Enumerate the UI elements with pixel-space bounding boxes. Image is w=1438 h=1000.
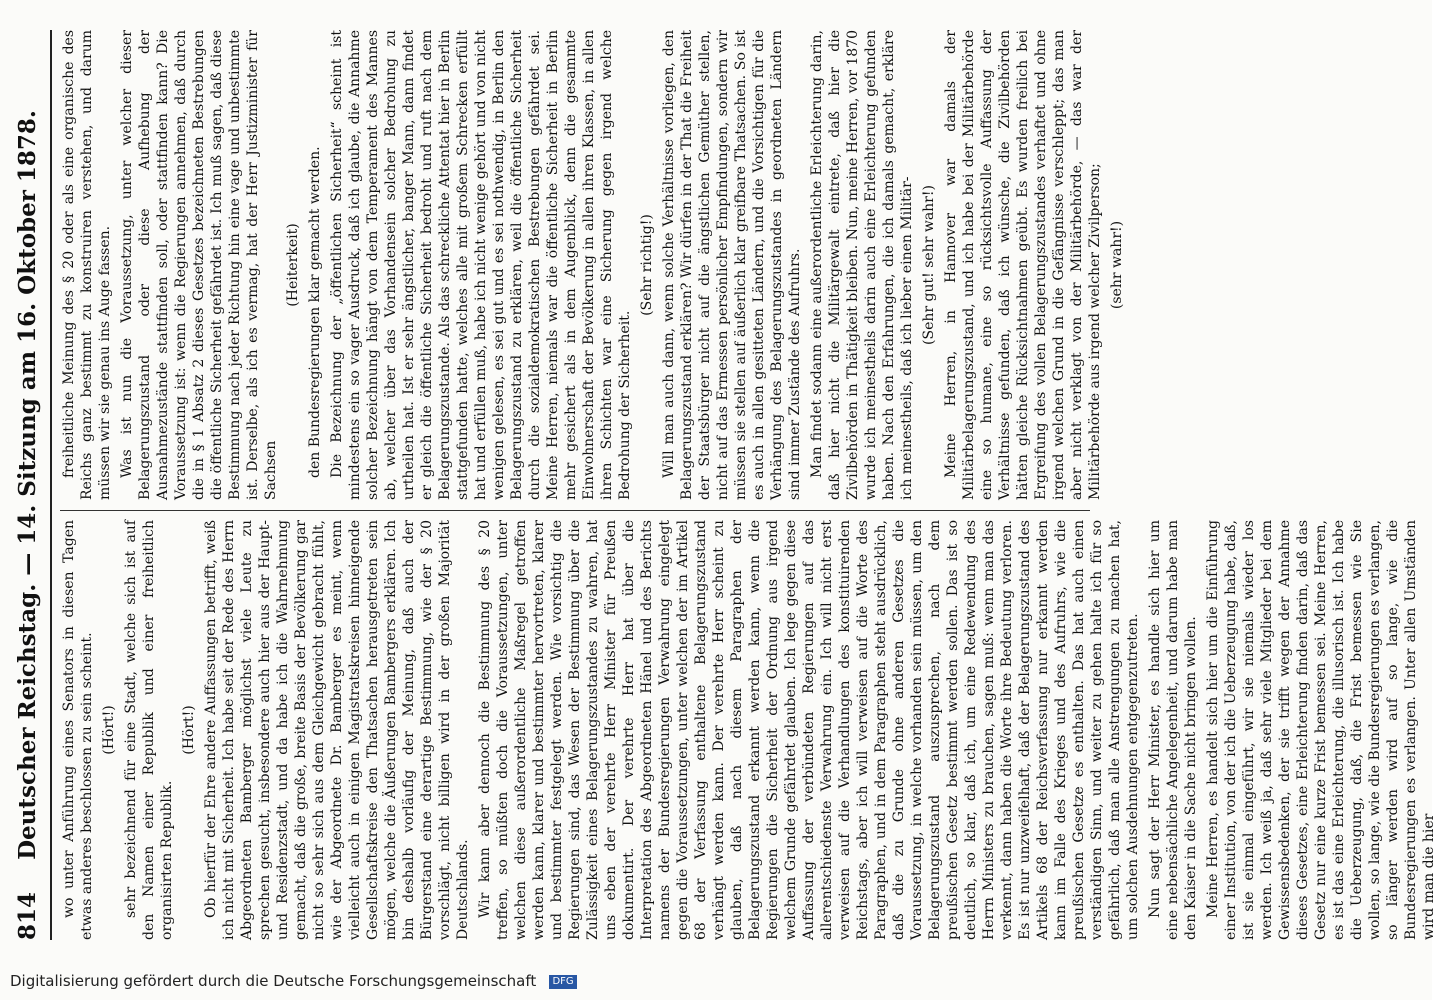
column-divider <box>60 510 1090 511</box>
right-column <box>60 30 1125 500</box>
paragraph: den Bundesregierungen klar gemacht werden. <box>307 146 323 478</box>
paragraph: wo unter Anführung eines Senators in diesen Tagen etwas anderes beschlossen zu sein scheint. <box>61 520 95 940</box>
interjection: (Sehr richtig!) <box>639 214 655 316</box>
interjection: (Heiterkeit) <box>285 223 301 307</box>
paragraph: Ob hierfür der Ehre andere Auffassungen betrifft, weiß ich nicht mit Sicherheit. Ich habe seit der Rede des Herrn Abgeordneten Bamberger möglichst viele Leute zu sprechen gesucht, insbesondere auch hier aus der Haupt- und Residenzstadt, und da habe ich die Wahrnehmung gemacht, daß die große, breite Basis der Bevölkerung gar nicht so sehr sich aus dem Gleichgewicht gebracht fühlt, wie der Abgeordnete Dr. Bamberger es meint, wenn vielleicht auch in einigen Magistratskreisen hinneigende Gesellschaftskreise den Thatsachen herausgetreten sein mögen, welche die Äußerungen Bambergers erklären. Ich bin deshalb vorläufig der Meinung, daß auch der Bürgerstand eine derartige Bestimmung, wie der § 20 vorschlägt, nicht billigen wird in der großen Majorität Deutschlands. <box>203 520 471 940</box>
paragraph: Man findet sodann eine außerordentliche Erleichterung darin, daß hier nicht die Militärgewalt eintrete, daß hier die Zivilbehörden in Thätigkeit bleiben. Nun, meine Herren, vor 1870 wurde ich meinestheils darin auch eine Erleichterung gefunden haben. Nach den Erfahrungen, die ich damals gemacht, erkläre ich meinestheils, daß ich lieber einen Militär- <box>809 30 915 500</box>
left-column <box>60 520 1437 940</box>
paragraph: sehr bezeichnend für eine Stadt, welche sich ist auf den Namen einer Republik und einer freiheitlich organisirten Republik. <box>123 520 175 940</box>
interjection: (Hört!) <box>181 705 197 755</box>
paragraph: Will man auch dann, wenn solche Verhältnisse vorliegen, den Belagerungszustand erklären? Wir dürfen in der That die Freiheit der Staatsbürger nicht auf die ängstlichen Gemüther stellen, nicht auf das Ermessen persönlicher Empfindungen, sondern wir müssen sie stellen auf äußerlich klar greifbare Thatsachen. So ist es auch in allen gesitteten Ländern, und die Vorsichtigen für die Verhängung des Belagerungszustandes in geordneten Ländern sind immer Zustände des Aufruhrs. <box>661 30 803 500</box>
page-number: 814 <box>14 891 41 940</box>
paragraph: Die Bezeichnung der „öffentlichen Sicherheit“ scheint ist mindestens ein so vager Ausdruck, daß ich glaube, die Annahme solcher Bezeichnung hängt von dem Temperament des Mannes ab, welcher über das Vorhandensein solcher Bedrohung zu urtheilen hat. Ist er sehr ängstlicher, banger Mann, dann findet er gleich die öffentliche Sicherheit bedroht und ruft nach dem Belagerungszustande. Als das schreckliche Attentat hier in Berlin stattgefunden hatte, welches alle mit großem Schrecken erfüllt hat und erfüllen muß, habe ich nicht wenige gehört und von nicht wenigen gelesen, es sei gut und es sei nothwendig, in Berlin den Belagerungszustand zu erklären, weil die öffentliche Sicherheit durch die sozialdemokratischen Bestrebungen gefährdet sei. Meine Herren, niemals war die öffentliche Sicherheit in Berlin mehr gesichert als in dem Augenblick, denn die gesammte Einwohnerschaft der Bevölkerung in allen ihren Klassen, in allen ihren Schichten war eine Sicherung gegen irgend welche Bedrohung der Sicherheit. <box>329 30 633 500</box>
dfg-logo: DFG <box>549 975 577 989</box>
paragraph: Meine Herren, es handelt sich hier um die Einführung einer Institution, von der ich die Ueberzeugung habe, daß, ist sie einmal eingeführt, wir sie niemals wieder los werden. Ich weiß ja, daß sehr viele Mitglieder bei dem Gewissensbedenken, der sie trifft wegen der Annahme dieses Gesetzes, eine Erleichterung finden darin, daß das Gesetz nur eine kurze Frist bemessen sei. Meine Herren, es ist das eine Erleichterung, die illusorisch ist. Ich habe die Ueberzeugung, daß, die Frist bemessen wie Sie wollen, so lange, wie die Bundesregierungen es verlangen, so länger werden wird auf so lange, wie die Bundesregierungen es verlangen. Unter allen Umständen wird man die hier <box>1205 520 1437 940</box>
interjection: (sehr wahr!) <box>1109 220 1125 310</box>
interjection: (Sehr gut! sehr wahr!) <box>921 185 937 345</box>
paragraph: freiheitliche Meinung des § 20 oder als eine organische des Reichs ganz bestimmt zu konstruiren verstehen, und darum müssen wir sie genau ins Auge fassen. <box>61 30 113 500</box>
paragraph: Was ist nun die Voraussetzung, unter welcher dieser Belagerungszustand oder diese Aufhebung der Ausnahmezustände stattfinden soll, oder stattfinden kann? Die Voraussetzung ist: wenn die Regierungen annehmen, daß durch die in § 1 Absatz 2 dieses Gesetzes bezeichneten Bestrebungen die öffentliche Sicherheit gefährdet ist. Ich muß sagen, daß diese Bestimmung nach jeder Richtung hin eine vage und unbestimmte ist. Derselbe, als ich es vermag, hat der Herr Justizminister für Sachsen <box>119 30 279 500</box>
page-title: Deutscher Reichstag. — 14. Sitzung am 16. Oktober 1878. <box>14 110 41 860</box>
digitization-footer <box>10 972 577 990</box>
interjection: (Hört!) <box>101 705 117 755</box>
running-head <box>10 30 52 940</box>
paragraph: Meine Herren, in Hannover war damals der Militärbelagerungszustand, und ich habe bei der Militärbehörde eine so humane, eine so rücksichtsvolle Auffassung der Verhältnisse gefunden, daß ich wünsche, die Zivilbehörden hätten gleiche Rücksichtnahmen geübt. Es wurden freilich bei Ergreifung des vollen Belagerungszustandes verhaftet und ohne irgend welchen Grund in die Gefängnisse verschleppt; das man aber nicht verklagt von der Militärbehörde, — das war der Militärbehörde aus irgend welcher Zivilperson; <box>943 30 1103 500</box>
paragraph: Nun sagt der Herr Minister, es handle sich hier um eine nebensächliche Angelegenheit, und darum habe man den Kaiser in die Sache nicht bringen wollen. <box>1147 520 1199 940</box>
footer-text: Digitalisierung gefördert durch die Deutsche Forschungsgemeinschaft <box>10 972 537 990</box>
paragraph: Wir kann aber dennoch die Bestimmung des § 20 treffen, so müßten doch die Voraussetzungen, unter welchen diese außerordentliche Maßregel getroffen werden kann, klarer und bestimmter hervortreten, klarer und bestimmter festgelegt werden. Wie vorsichtig die Regierungen sind, das Wesen der Bestimmung über die Zulässigkeit eines Belagerungszustandes zu wahren, hat uns eben der verehrte Herr Minister für Preußen dokumentirt. Der verehrte Herr hat über die Interpretation des Abgeordneten Hänel und des Berichts namens der Bundesregierungen Verwahrung eingelegt gegen die Voraussetzungen, unter welchen der im Artikel 68 der Verfassung enthaltene Belagerungszustand verhängt werden kann. Der verehrte Herr scheint zu glauben, daß nach diesem Paragraphen der Belagerungszustand erkannt werden kann, wenn die Regierungen die Sicherheit der Ordnung aus irgend welchem Grunde gefährdet glauben. Ich lege gegen diese Auffassung der verbündeten Regierungen auf das allerentschiedenste Verwahrung ein. Ich will nicht erst verweisen auf die Verhandlungen des konstituirenden Reichstags, aber ich will verweisen auf die Worte des Paragraphen, und in dem Paragraphen steht ausdrücklich, daß die zu Grunde ohne anderen Gesetzes die Voraussetzung, in welche vorhanden sein müssen, um den Belagerungszustand auszusprechen, nach dem preußischen Gesetz bestimmt werden sollen. Das ist so deutlich, so klar, daß ich, um eine Redewendung des Herrn Ministers zu brauchen, sagen muß: wenn man das verkennt, dann haben die Worte ihre Bedeutung verloren. Es ist nur unzweifelhaft, daß der Belagerungszustand des Artikels 68 der Reichsverfassung nur erkannt werden kann im Falle des Krieges und des Aufruhrs, wie die preußischen Gesetze es enthalten. Das hat auch einen verständigen Sinn, und weiter zu gehen halte ich für so gefährlich, daß man alle Anstrengungen zu machen hat, um solchen Ausdehnungen entgegenzutreten. <box>477 520 1141 940</box>
